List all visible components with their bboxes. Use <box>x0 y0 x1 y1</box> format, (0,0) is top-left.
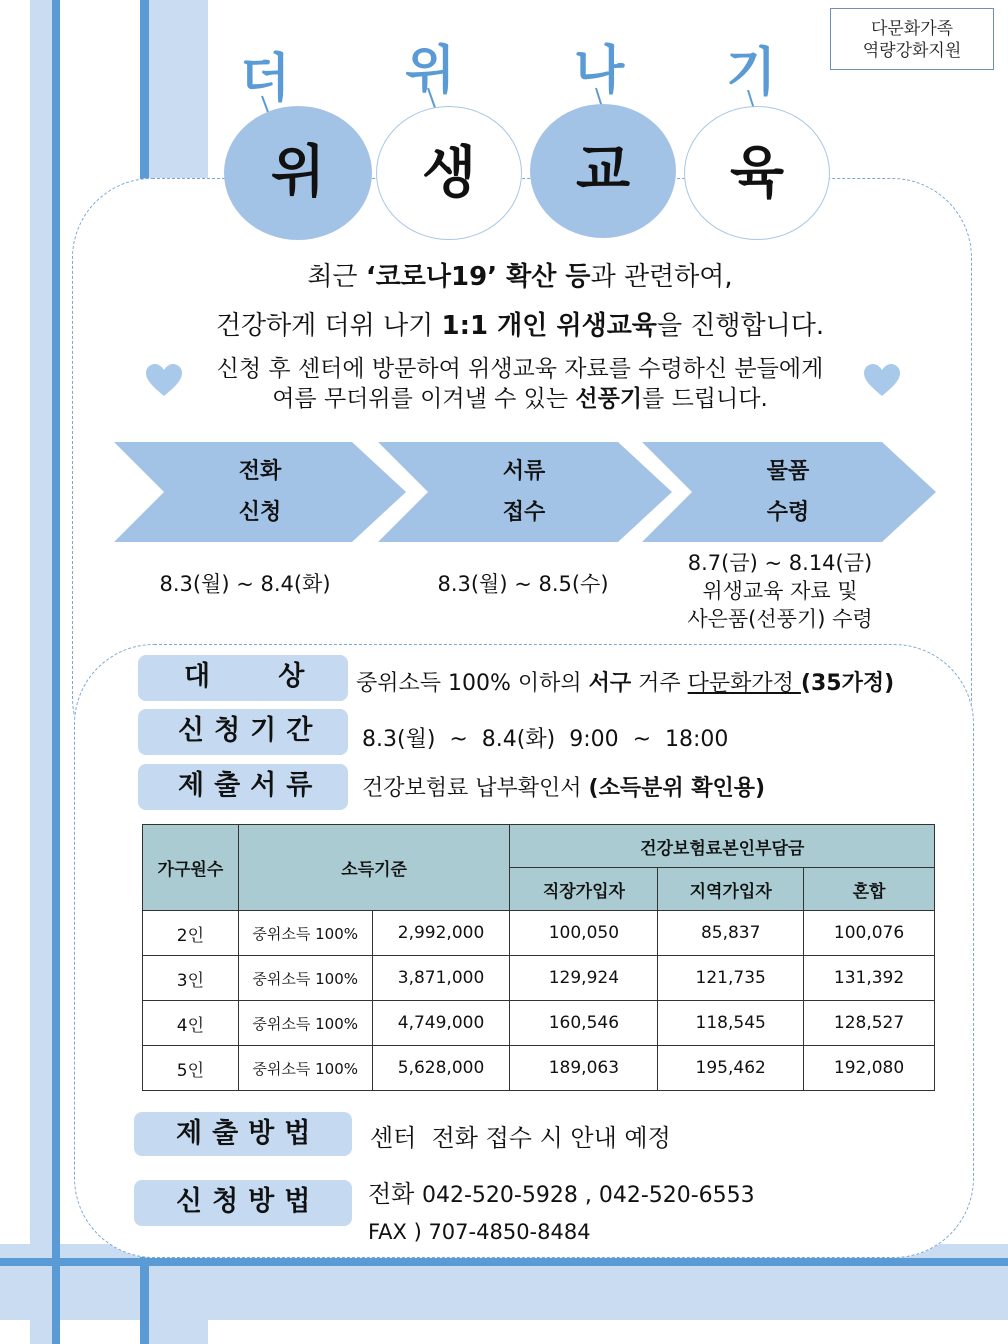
cell-criterion: 중위소득 100% <box>238 1046 372 1091</box>
period-value: 8.3(월) ~ 8.4(화) 9:00 ~ 18:00 <box>362 727 729 752</box>
target-value-e: (35가정) <box>800 671 895 696</box>
period-label <box>138 709 348 755</box>
cell-income: 2,992,000 <box>372 911 510 956</box>
cell-workplace: 189,063 <box>510 1046 658 1091</box>
step-1-line1: 전화 <box>238 459 282 484</box>
header-regional: 지역가입자 <box>658 868 804 911</box>
cell-criterion: 중위소득 100% <box>238 1001 372 1046</box>
step-3-date1: 8.7(금) ~ 8.14(금) <box>687 551 873 575</box>
step-2-label <box>454 451 594 533</box>
phone-value <box>368 1174 755 1209</box>
header-workplace: 직장가입자 <box>510 868 658 911</box>
badge-line2: 역량강화지원 <box>862 41 962 61</box>
header-insurance: 건강보험료본인부담금 <box>510 825 935 868</box>
title-letter-2: 위 <box>405 41 456 101</box>
intro-line-1 <box>100 256 940 293</box>
docs-value-a: 건강보험료 납부확인서 <box>362 776 589 801</box>
step-3-line1: 물품 <box>766 459 810 484</box>
cell-criterion: 중위소득 100% <box>238 956 372 1001</box>
step-3-label <box>718 451 858 533</box>
step-1-line2: 신청 <box>238 500 282 525</box>
intro-line-2-c: 을 진행합니다. <box>656 311 825 341</box>
table-row <box>143 911 935 956</box>
target-value-b: 서구 <box>588 671 632 696</box>
cell-household: 5인 <box>143 1046 239 1091</box>
target-value-c: 거주 <box>631 671 688 696</box>
bg-stripe-bottom-dark <box>0 1258 1008 1266</box>
header-income: 소득기준 <box>238 825 510 911</box>
heart-icon-left <box>144 362 184 398</box>
target-label <box>138 655 348 701</box>
docs-value <box>362 771 765 802</box>
cell-criterion: 중위소득 100% <box>238 911 372 956</box>
cell-household: 2인 <box>143 911 239 956</box>
step-2-date: 8.3(월) ~ 8.5(수) <box>437 572 609 596</box>
bg-stripe-left-dark2b <box>140 1244 149 1344</box>
cell-regional: 118,545 <box>658 1001 804 1046</box>
intro-notice <box>160 354 880 414</box>
bg-stripe-left-dark1b <box>52 1244 60 1344</box>
target-label-text: 대 상 <box>184 661 315 692</box>
apply-label <box>134 1180 352 1226</box>
cell-income: 4,749,000 <box>372 1001 510 1046</box>
title-circle-2 <box>376 106 522 240</box>
title-circle-1 <box>224 106 372 240</box>
docs-label <box>138 764 348 810</box>
cell-mixed: 100,076 <box>804 911 935 956</box>
step-3-date2: 위생교육 자료 및 <box>702 579 858 603</box>
step-2-line2: 접수 <box>502 500 546 525</box>
cell-income: 5,628,000 <box>372 1046 510 1091</box>
header-household: 가구원수 <box>143 825 239 911</box>
cell-regional: 195,462 <box>658 1046 804 1091</box>
cell-workplace: 100,050 <box>510 911 658 956</box>
title-circle-3 <box>530 104 676 238</box>
title-circle-4 <box>684 106 830 240</box>
cell-regional: 85,837 <box>658 911 804 956</box>
cell-household: 4인 <box>143 1001 239 1046</box>
method-label <box>134 1112 352 1156</box>
table-row <box>143 1001 935 1046</box>
apply-label-text: 신청방법 <box>176 1186 321 1217</box>
fax-value: FAX ) 707-4850-8484 <box>368 1220 591 1244</box>
intro-line-4-b: 선풍기 <box>575 386 643 412</box>
title-circle-1-text: 위 <box>270 140 326 205</box>
intro-line-1-a: 최근 <box>307 262 366 292</box>
step-3-dates <box>650 549 910 633</box>
step-2-line1: 서류 <box>502 459 546 484</box>
header-mixed: 혼합 <box>804 868 935 911</box>
intro-line-1-c: 과 관련하여, <box>590 262 733 292</box>
method-label-text: 제출방법 <box>176 1118 321 1149</box>
target-value-d: 다문화가정 <box>687 671 801 696</box>
intro-line-2-b: 1:1 개인 위생교육 <box>441 311 657 341</box>
intro-line-2-a: 건강하게 더위 나기 <box>215 311 442 341</box>
step-1-label <box>190 451 330 533</box>
phone-numbers: 042-520-5928 , 042-520-6553 <box>422 1183 755 1208</box>
step-3-line2: 수령 <box>766 500 810 525</box>
income-table <box>142 824 935 1091</box>
cell-regional: 121,735 <box>658 956 804 1001</box>
intro-line-1-b: ‘코로나19’ 확산 등 <box>365 262 591 292</box>
intro-line-2 <box>100 305 940 342</box>
intro-line-4-a: 여름 무더위를 이겨낼 수 있는 <box>272 386 576 412</box>
step-3-date3: 사은품(선풍기) 수령 <box>687 607 873 631</box>
cell-mixed: 128,527 <box>804 1001 935 1046</box>
docs-label-text: 제출서류 <box>178 770 323 801</box>
intro-line-4-c: 를 드립니다. <box>642 386 768 412</box>
table-row <box>143 956 935 1001</box>
phone-prefix: 전화 <box>368 1180 422 1208</box>
title-letter-4: 기 <box>726 43 777 103</box>
cell-mixed: 131,392 <box>804 956 935 1001</box>
target-value <box>356 666 894 697</box>
method-value: 센터 전화 접수 시 안내 예정 <box>370 1124 671 1152</box>
period-label-text: 신청기간 <box>178 715 323 746</box>
cell-income: 3,871,000 <box>372 956 510 1001</box>
cell-workplace: 160,546 <box>510 1001 658 1046</box>
step-1-date: 8.3(월) ~ 8.4(화) <box>159 572 331 596</box>
badge-line1: 다문화가족 <box>870 19 954 39</box>
intro-line-3: 신청 후 센터에 방문하여 위생교육 자료를 수령하신 분들에게 <box>216 356 824 382</box>
target-value-a: 중위소득 100% 이하의 <box>356 671 589 696</box>
heart-icon-right <box>862 362 902 398</box>
cell-household: 3인 <box>143 956 239 1001</box>
title-letter-3: 나 <box>574 41 625 101</box>
cell-mixed: 192,080 <box>804 1046 935 1091</box>
title-letter-1: 더 <box>240 49 291 109</box>
cell-workplace: 129,924 <box>510 956 658 1001</box>
title-circle-3-text: 교 <box>575 138 631 203</box>
table-row <box>143 1046 935 1091</box>
intro-line-4 <box>160 384 880 414</box>
docs-value-b: (소득분위 확인용) <box>588 776 766 801</box>
title-circle-2-text: 생 <box>421 141 477 206</box>
title-circle-4-text: 육 <box>729 141 785 206</box>
